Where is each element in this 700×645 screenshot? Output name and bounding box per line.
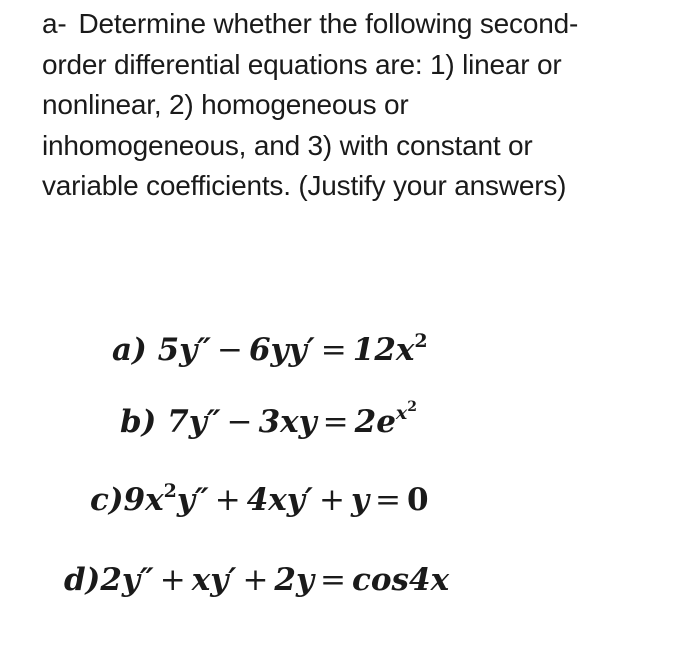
exponent: 2 [163,480,177,502]
equation-term: y [350,482,369,518]
question-line-1 [42,4,682,45]
equation-term: 3xy [258,404,317,440]
question-line-5: variable coefficients. (Justify your answers) [42,170,567,201]
equals-sign: = [374,482,401,518]
equation-b [120,399,417,442]
equation-operator: − [226,404,253,440]
question-line-3: nonlinear, 2) homogeneous or [42,89,409,120]
equation-rhs: 12x [352,332,415,368]
question-text [42,4,682,207]
equation-operator: + [159,562,186,598]
equals-sign: = [322,404,349,440]
equation-d [64,560,449,600]
question-line-2: order differential equations are: 1) linear or [42,48,562,80]
equation-term: 4xy′ [246,482,313,518]
equation-operator: + [242,562,269,598]
equation-label: b) [120,404,157,440]
equation-label: a) [112,332,147,368]
equals-sign: = [320,562,346,598]
equation-term: 9x [123,482,164,518]
equation-a [112,330,428,370]
question-line-4: inhomogeneous, and 3) with constant or [42,129,533,161]
equation-term: xy′ [191,562,237,598]
equation-label: c) [90,482,124,518]
exponent-of-exponent: 2 [407,399,417,415]
equation-rhs: 2e [354,404,396,440]
exponent: 2 [414,330,428,352]
equals-sign: = [320,332,347,368]
equation-rhs: cos4x [352,562,450,598]
question-line-1-text: Determine whether the following second- [78,8,579,39]
equation-operator: + [214,482,241,518]
equation-term: 5y″ [157,332,211,368]
exponent [395,399,417,424]
equation-rhs: 0 [406,482,429,518]
equation-operator: − [217,332,243,368]
equation-operator: + [318,482,345,518]
equation-term: 6yy′ [248,332,315,368]
equation-label: d) [64,562,101,598]
equation-c [90,480,429,520]
exponent-base: x [395,402,408,424]
question-label: a- [42,8,67,39]
equation-term: 2y″ [100,562,154,598]
equation-term: y″ [176,482,209,518]
equation-term: 7y″ [167,404,221,440]
equation-term: 2y [274,562,315,598]
